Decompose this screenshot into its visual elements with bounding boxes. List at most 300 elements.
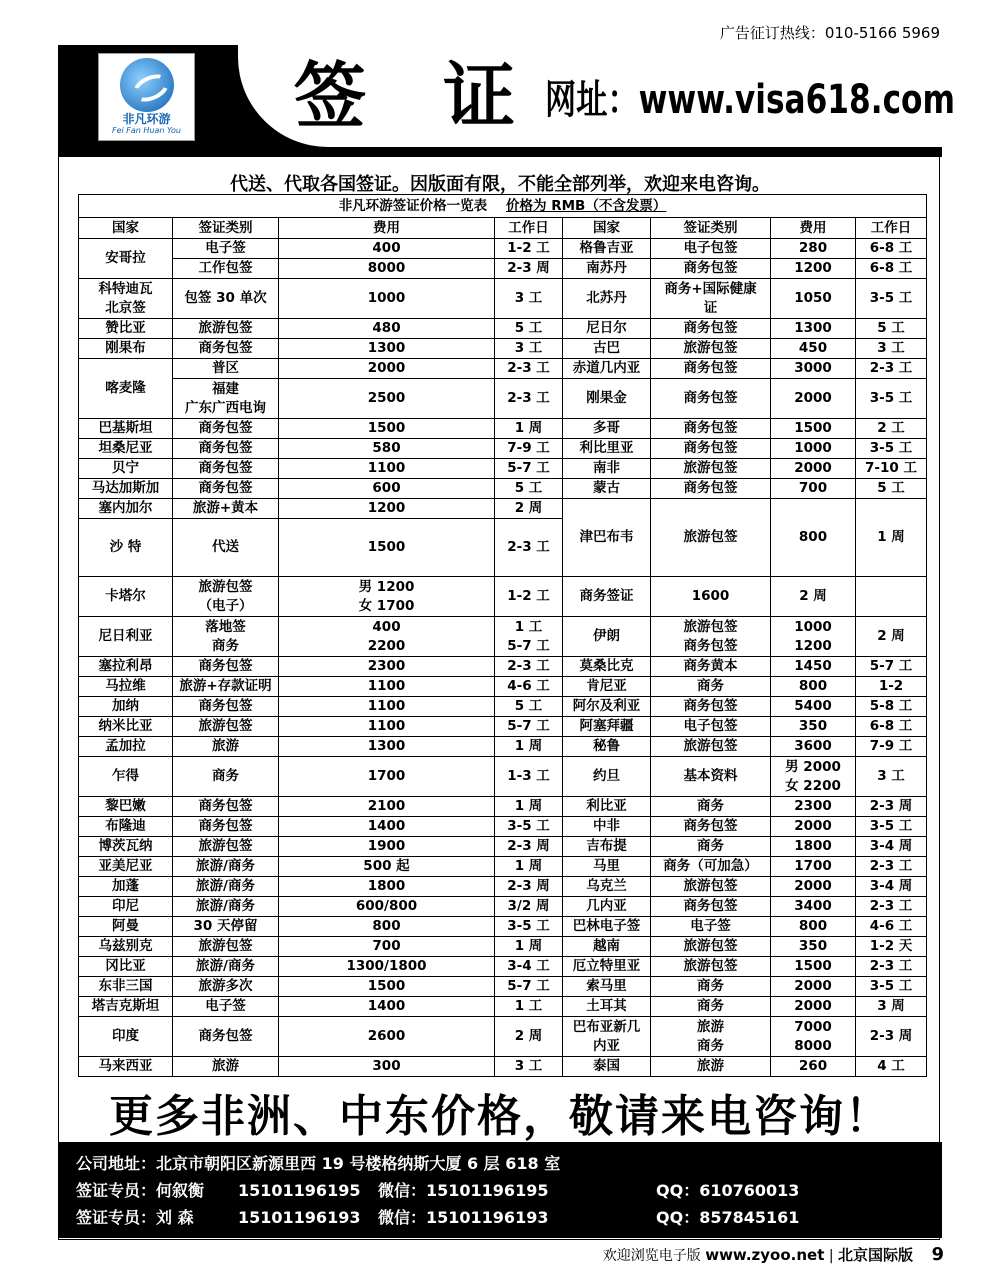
cell-visa-type: 旅游 bbox=[173, 1057, 279, 1077]
cell-workdays: 5 工 bbox=[495, 479, 563, 499]
table-row bbox=[79, 797, 927, 817]
cell-workdays: 3-5 工 bbox=[856, 439, 927, 459]
cell-country: 泰国 bbox=[563, 1057, 651, 1077]
cell-workdays: 2-3 周 bbox=[495, 877, 563, 897]
cell-workdays: 5-7 工 bbox=[495, 459, 563, 479]
table-row bbox=[79, 499, 927, 519]
cell-fee: 350 bbox=[771, 937, 856, 957]
cell-visa-type: 商务包签 bbox=[651, 897, 771, 917]
cell-visa-type: 商务包签 bbox=[173, 459, 279, 479]
logo-chinese-name: 非凡环游 bbox=[122, 112, 171, 126]
slogan-banner: 更多非洲、中东价格，敬请来电咨询！ bbox=[109, 1091, 891, 1142]
cell-country: 科特迪瓦 北京签 bbox=[79, 279, 173, 319]
cell-workdays: 3-5 工 bbox=[495, 917, 563, 937]
cell-country: 越南 bbox=[563, 937, 651, 957]
cell-fee: 1450 bbox=[771, 657, 856, 677]
table-caption-right: 价格为 RMB（不含发票） bbox=[506, 197, 667, 214]
cell-fee: 1400 bbox=[279, 997, 495, 1017]
cell-fee: 450 bbox=[771, 339, 856, 359]
edition-label: 北京国际版 bbox=[838, 1246, 914, 1264]
table-row bbox=[79, 997, 927, 1017]
cell-fee: 800 bbox=[771, 499, 856, 577]
cell-fee: 1100 bbox=[279, 697, 495, 717]
cell-visa-type: 旅游包签 bbox=[173, 717, 279, 737]
cell-fee: 1700 bbox=[279, 757, 495, 797]
table-row bbox=[79, 479, 927, 499]
cell-visa-type: 商务包签 bbox=[173, 479, 279, 499]
cell-workdays: 5-7 工 bbox=[495, 717, 563, 737]
ad-hotline: 广告征订热线：010-5166 5969 bbox=[719, 24, 940, 42]
cell-workdays: 2-3 工 bbox=[856, 359, 927, 379]
cell-fee: 2000 bbox=[771, 977, 856, 997]
cell-visa-type: 30 天停留 bbox=[173, 917, 279, 937]
page-number: 9 bbox=[931, 1244, 944, 1265]
cell-workdays: 3-5 工 bbox=[856, 279, 927, 319]
cell-visa-type: 商务包签 bbox=[173, 817, 279, 837]
cell-country: 赤道几内亚 bbox=[563, 359, 651, 379]
cell-fee: 1100 bbox=[279, 677, 495, 697]
cell-visa-type: 商务（可加急） bbox=[651, 857, 771, 877]
cell-country: 印尼 bbox=[79, 897, 173, 917]
cell-workdays: 6-8 工 bbox=[856, 239, 927, 259]
contact-wechat: 微信：15101196193 bbox=[378, 1208, 549, 1227]
cell-visa-type: 旅游 商务 bbox=[651, 1017, 771, 1057]
table-row bbox=[79, 419, 927, 439]
cell-country: 巴林电子签 bbox=[563, 917, 651, 937]
cell-visa-type: 商务包签 bbox=[651, 479, 771, 499]
cell-workdays: 2-3 工 bbox=[495, 379, 563, 419]
table-row bbox=[79, 339, 927, 359]
cell-visa-type: 基本资料 bbox=[651, 757, 771, 797]
cell-country: 南非 bbox=[563, 459, 651, 479]
cell-fee: 1400 bbox=[279, 817, 495, 837]
cell-country: 马来西亚 bbox=[79, 1057, 173, 1077]
cell-visa-type: 商务包签 bbox=[651, 259, 771, 279]
cell-fee: 1700 bbox=[771, 857, 856, 877]
cell-fee: 3600 bbox=[771, 737, 856, 757]
cell-workdays: 3-5 工 bbox=[495, 817, 563, 837]
cell-country: 津巴布韦 bbox=[563, 499, 651, 577]
contact-label: 签证专员：刘 森 bbox=[76, 1208, 194, 1227]
cell-workdays: 1-2 天 bbox=[856, 937, 927, 957]
cell-visa-type: 旅游/商务 bbox=[173, 857, 279, 877]
cell-country: 巴布亚新几 内亚 bbox=[563, 1017, 651, 1057]
cell-fee: 2100 bbox=[279, 797, 495, 817]
cell-country: 卡塔尔 bbox=[79, 577, 173, 617]
cell-country: 蒙古 bbox=[563, 479, 651, 499]
cell-workdays: 3-4 工 bbox=[495, 957, 563, 977]
cell-workdays: 1 工 5-7 工 bbox=[495, 617, 563, 657]
cell-country: 安哥拉 bbox=[79, 239, 173, 279]
cell-workdays: 1 周 bbox=[495, 419, 563, 439]
table-row bbox=[79, 459, 927, 479]
cell-fee: 350 bbox=[771, 717, 856, 737]
cell-visa-type: 商务包签 bbox=[173, 797, 279, 817]
logo-english-name: Fei Fan Huan You bbox=[112, 126, 181, 135]
col-header-workdays: 工作日 bbox=[856, 218, 927, 239]
table-caption-left: 非凡环游签证价格一览表 bbox=[338, 197, 488, 214]
cell-fee: 2000 bbox=[771, 817, 856, 837]
cell-fee: 1300 bbox=[771, 319, 856, 339]
cell-visa-type: 商务签证 bbox=[563, 577, 651, 617]
table-row bbox=[79, 379, 927, 419]
cell-workdays: 2-3 周 bbox=[495, 837, 563, 857]
table-row bbox=[79, 677, 927, 697]
cell-fee: 1100 bbox=[279, 459, 495, 479]
cell-country: 博茨瓦纳 bbox=[79, 837, 173, 857]
col-header-fee: 费用 bbox=[771, 218, 856, 239]
cell-visa-type: 电子签 bbox=[173, 239, 279, 259]
table-row bbox=[79, 877, 927, 897]
cell-visa-type: 商务包签 bbox=[651, 319, 771, 339]
cell-fee: 2000 bbox=[771, 379, 856, 419]
cell-workdays: 3 工 bbox=[495, 279, 563, 319]
cell-workdays: 2 周 bbox=[771, 577, 856, 617]
table-row bbox=[79, 617, 927, 657]
table-row bbox=[79, 439, 927, 459]
cell-workdays: 4 工 bbox=[856, 1057, 927, 1077]
table-row bbox=[79, 697, 927, 717]
cell-visa-type: 旅游包签 bbox=[651, 339, 771, 359]
cell-workdays: 3 工 bbox=[856, 757, 927, 797]
cell-workdays: 5-7 工 bbox=[495, 977, 563, 997]
cell-workdays: 1-2 工 bbox=[495, 577, 563, 617]
cell-country: 马拉维 bbox=[79, 677, 173, 697]
cell-country: 阿塞拜疆 bbox=[563, 717, 651, 737]
table-row bbox=[79, 917, 927, 937]
cell-country: 乍得 bbox=[79, 757, 173, 797]
cell-visa-type: 商务包签 bbox=[651, 379, 771, 419]
cell-fee: 5400 bbox=[771, 697, 856, 717]
cell-workdays: 5-8 工 bbox=[856, 697, 927, 717]
cell-fee: 600 bbox=[279, 479, 495, 499]
cell-workdays: 5-7 工 bbox=[856, 657, 927, 677]
table-row bbox=[79, 957, 927, 977]
table-row bbox=[79, 737, 927, 757]
cell-fee: 1000 1200 bbox=[771, 617, 856, 657]
cell-fee: 500 起 bbox=[279, 857, 495, 877]
cell-workdays: 1 周 bbox=[495, 857, 563, 877]
cell-fee: 男 2000 女 2200 bbox=[771, 757, 856, 797]
cell-workdays: 1 周 bbox=[495, 737, 563, 757]
cell-workdays: 3 工 bbox=[495, 1057, 563, 1077]
cell-fee: 480 bbox=[279, 319, 495, 339]
cell-country: 多哥 bbox=[563, 419, 651, 439]
cell-workdays: 3-5 工 bbox=[856, 379, 927, 419]
col-header-workdays: 工作日 bbox=[495, 218, 563, 239]
cell-country: 塔吉克斯坦 bbox=[79, 997, 173, 1017]
cell-fee: 2300 bbox=[279, 657, 495, 677]
cell-country: 莫桑比克 bbox=[563, 657, 651, 677]
contact-phone: 15101196193 bbox=[238, 1208, 361, 1227]
cell-workdays: 2-3 周 bbox=[856, 1017, 927, 1057]
cell-country: 印度 bbox=[79, 1017, 173, 1057]
cell-visa-type: 商务包签 bbox=[173, 439, 279, 459]
cell-country: 南苏丹 bbox=[563, 259, 651, 279]
cell-fee: 1500 bbox=[279, 419, 495, 439]
cell-workdays: 3-4 周 bbox=[856, 877, 927, 897]
cell-workdays: 3-4 周 bbox=[856, 837, 927, 857]
cell-fee: 1000 bbox=[279, 279, 495, 319]
cell-workdays: 4-6 工 bbox=[856, 917, 927, 937]
visa-price-table bbox=[78, 194, 927, 1077]
cell-country: 肯尼亚 bbox=[563, 677, 651, 697]
cell-visa-type: 商务包签 bbox=[173, 697, 279, 717]
cell-fee: 800 bbox=[771, 677, 856, 697]
cell-workdays: 2 周 bbox=[495, 1017, 563, 1057]
cell-country: 布隆迪 bbox=[79, 817, 173, 837]
header-banner bbox=[58, 45, 956, 157]
cell-workdays: 1 周 bbox=[856, 499, 927, 577]
cell-workdays: 7-9 工 bbox=[856, 737, 927, 757]
cell-fee: 1500 bbox=[771, 419, 856, 439]
cell-workdays: 1-3 工 bbox=[495, 757, 563, 797]
col-header-visa-type: 签证类别 bbox=[173, 218, 279, 239]
table-row bbox=[79, 319, 927, 339]
cell-country: 马达加斯加 bbox=[79, 479, 173, 499]
contact-qq: QQ：610760013 bbox=[656, 1181, 800, 1200]
cell-visa-type: 旅游包签 bbox=[651, 957, 771, 977]
cell-visa-type: 商务 bbox=[651, 977, 771, 997]
table-row bbox=[79, 259, 927, 279]
col-header-country: 国家 bbox=[563, 218, 651, 239]
cell-visa-type: 商务包签 bbox=[651, 439, 771, 459]
cell-fee: 400 bbox=[279, 239, 495, 259]
cell-visa-type: 普区 bbox=[173, 359, 279, 379]
cell-visa-type: 旅游包签 商务包签 bbox=[651, 617, 771, 657]
cell-fee: 1500 bbox=[279, 519, 495, 577]
cell-visa-type: 旅游包签 bbox=[173, 319, 279, 339]
cell-fee: 700 bbox=[771, 479, 856, 499]
cell-fee: 1200 bbox=[771, 259, 856, 279]
cell-visa-type: 电子包签 bbox=[651, 239, 771, 259]
table-row bbox=[79, 757, 927, 797]
cell-fee: 8000 bbox=[279, 259, 495, 279]
cell-visa-type: 旅游/商务 bbox=[173, 897, 279, 917]
cell-visa-type: 旅游包签 bbox=[651, 877, 771, 897]
cell-visa-type: 旅游包签 bbox=[651, 499, 771, 577]
cell-fee: 1100 bbox=[279, 717, 495, 737]
cell-fee: 男 1200 女 1700 bbox=[279, 577, 495, 617]
contact-phone: 15101196195 bbox=[238, 1181, 361, 1200]
cell-country: 巴基斯坦 bbox=[79, 419, 173, 439]
col-header-fee: 费用 bbox=[279, 218, 495, 239]
contact-footer bbox=[58, 1142, 942, 1238]
cell-country: 阿尔及利亚 bbox=[563, 697, 651, 717]
cell-fee: 3400 bbox=[771, 897, 856, 917]
cell-visa-type: 商务包签 bbox=[651, 817, 771, 837]
cell-country: 利比亚 bbox=[563, 797, 651, 817]
cell-visa-type: 商务包签 bbox=[173, 419, 279, 439]
cell-workdays: 7-10 工 bbox=[856, 459, 927, 479]
table-row bbox=[79, 657, 927, 677]
cell-fee: 280 bbox=[771, 239, 856, 259]
cell-visa-type: 旅游+存款证明 bbox=[173, 677, 279, 697]
cell-workdays: 5 工 bbox=[856, 319, 927, 339]
cell-country: 亚美尼亚 bbox=[79, 857, 173, 877]
cell-country: 塞拉利昂 bbox=[79, 657, 173, 677]
cell-country: 古巴 bbox=[563, 339, 651, 359]
cell-visa-type: 旅游包签 （电子） bbox=[173, 577, 279, 617]
cell-fee: 1000 bbox=[771, 439, 856, 459]
cell-workdays: 2-3 工 bbox=[495, 359, 563, 379]
cell-fee: 1500 bbox=[279, 977, 495, 997]
globe-swirl-icon bbox=[120, 58, 174, 112]
cell-country: 坦桑尼亚 bbox=[79, 439, 173, 459]
cell-country: 刚果布 bbox=[79, 339, 173, 359]
cell-visa-type: 旅游包签 bbox=[173, 937, 279, 957]
cell-visa-type: 商务包签 bbox=[651, 419, 771, 439]
cell-workdays: 6-8 工 bbox=[856, 717, 927, 737]
cell-visa-type: 旅游包签 bbox=[651, 459, 771, 479]
cell-country: 几内亚 bbox=[563, 897, 651, 917]
col-header-visa-type: 签证类别 bbox=[651, 218, 771, 239]
cell-country: 利比里亚 bbox=[563, 439, 651, 459]
cell-workdays: 6-8 工 bbox=[856, 259, 927, 279]
cell-country: 刚果金 bbox=[563, 379, 651, 419]
cell-fee: 2000 bbox=[771, 459, 856, 479]
cell-visa-type: 工作包签 bbox=[173, 259, 279, 279]
cell-fee: 400 2200 bbox=[279, 617, 495, 657]
intro-text: 代送、代取各国签证。因版面有限，不能全部列举，欢迎来电咨询。 bbox=[230, 174, 770, 195]
cell-visa-type: 商务包签 bbox=[651, 359, 771, 379]
company-logo bbox=[98, 53, 195, 141]
cell-fee: 2300 bbox=[771, 797, 856, 817]
cell-workdays: 3 工 bbox=[856, 339, 927, 359]
cell-country: 中非 bbox=[563, 817, 651, 837]
cell-country: 加纳 bbox=[79, 697, 173, 717]
cell-workdays: 2-3 工 bbox=[856, 857, 927, 877]
cell-country: 阿曼 bbox=[79, 917, 173, 937]
cell-visa-type: 旅游/商务 bbox=[173, 877, 279, 897]
contact-row bbox=[76, 1206, 800, 1230]
cell-country: 尼日尔 bbox=[563, 319, 651, 339]
cell-visa-type: 商务 bbox=[173, 757, 279, 797]
cell-country: 纳米比亚 bbox=[79, 717, 173, 737]
cell-fee: 1900 bbox=[279, 837, 495, 857]
cell-workdays: 2-3 工 bbox=[495, 657, 563, 677]
cell-visa-type: 商务 bbox=[651, 997, 771, 1017]
cell-fee: 2500 bbox=[279, 379, 495, 419]
cell-visa-type: 商务 bbox=[651, 677, 771, 697]
contact-wechat: 微信：15101196195 bbox=[378, 1181, 549, 1200]
cell-fee: 300 bbox=[279, 1057, 495, 1077]
cell-workdays: 7-9 工 bbox=[495, 439, 563, 459]
table-row bbox=[79, 937, 927, 957]
cell-visa-type: 商务 bbox=[651, 797, 771, 817]
cell-fee: 1300 bbox=[279, 339, 495, 359]
cell-country: 厄立特里亚 bbox=[563, 957, 651, 977]
table-caption bbox=[79, 195, 927, 218]
cell-workdays: 1 工 bbox=[495, 997, 563, 1017]
cell-country: 马里 bbox=[563, 857, 651, 877]
cell-visa-type: 代送 bbox=[173, 519, 279, 577]
cell-visa-type: 商务包签 bbox=[651, 697, 771, 717]
header-title-area bbox=[238, 45, 956, 147]
table-row bbox=[79, 1017, 927, 1057]
cell-visa-type: 商务+国际健康 证 bbox=[651, 279, 771, 319]
col-header-country: 国家 bbox=[79, 218, 173, 239]
cell-fee: 580 bbox=[279, 439, 495, 459]
table-row bbox=[79, 817, 927, 837]
cell-visa-type: 商务 bbox=[651, 837, 771, 857]
contact-qq: QQ：857845161 bbox=[656, 1208, 800, 1227]
table-row bbox=[79, 239, 927, 259]
cell-country: 乌克兰 bbox=[563, 877, 651, 897]
footer-site-link[interactable]: www.zyoo.net bbox=[705, 1246, 825, 1264]
cell-fee: 2000 bbox=[279, 359, 495, 379]
cell-visa-type: 商务黄本 bbox=[651, 657, 771, 677]
cell-fee: 7000 8000 bbox=[771, 1017, 856, 1057]
cell-country: 孟加拉 bbox=[79, 737, 173, 757]
cell-visa-type: 旅游 bbox=[173, 737, 279, 757]
cell-fee: 2600 bbox=[279, 1017, 495, 1057]
cell-fee: 1500 bbox=[771, 957, 856, 977]
cell-fee: 1200 bbox=[279, 499, 495, 519]
cell-fee: 600/800 bbox=[279, 897, 495, 917]
contact-label: 签证专员：何叙衡 bbox=[76, 1181, 205, 1200]
cell-visa-type: 旅游 bbox=[651, 1057, 771, 1077]
table-row bbox=[79, 279, 927, 319]
cell-workdays: 1 周 bbox=[495, 937, 563, 957]
cell-country: 尼日利亚 bbox=[79, 617, 173, 657]
table-row bbox=[79, 857, 927, 877]
cell-visa-type: 旅游+黄本 bbox=[173, 499, 279, 519]
table-row bbox=[79, 977, 927, 997]
cell-fee: 1800 bbox=[771, 837, 856, 857]
cell-workdays: 2-3 工 bbox=[856, 897, 927, 917]
cell-fee: 1300/1800 bbox=[279, 957, 495, 977]
cell-country: 塞内加尔 bbox=[79, 499, 173, 519]
cell-workdays: 2 周 bbox=[495, 499, 563, 519]
cell-visa-type: 包签 30 单次 bbox=[173, 279, 279, 319]
cell-fee: 1050 bbox=[771, 279, 856, 319]
cell-visa-type: 福建 广东广西电询 bbox=[173, 379, 279, 419]
table-row bbox=[79, 717, 927, 737]
cell-visa-type: 电子签 bbox=[173, 997, 279, 1017]
cell-country: 秘鲁 bbox=[563, 737, 651, 757]
cell-visa-type: 旅游包签 bbox=[651, 937, 771, 957]
cell-visa-type: 商务包签 bbox=[173, 657, 279, 677]
cell-visa-type: 旅游/商务 bbox=[173, 957, 279, 977]
cell-workdays: 2 工 bbox=[856, 419, 927, 439]
cell-workdays: 5 工 bbox=[495, 319, 563, 339]
cell-country: 格鲁吉亚 bbox=[563, 239, 651, 259]
company-address: 公司地址：北京市朝阳区新源里西 19 号楼格纳斯大厦 6 层 618 室 bbox=[76, 1154, 561, 1173]
cell-country: 吉布提 bbox=[563, 837, 651, 857]
cell-workdays: 3 周 bbox=[856, 997, 927, 1017]
cell-country: 东非三国 bbox=[79, 977, 173, 997]
cell-workdays: 2-3 工 bbox=[495, 519, 563, 577]
cell-workdays: 3-5 工 bbox=[856, 977, 927, 997]
cell-visa-type: 商务包签 bbox=[173, 1017, 279, 1057]
table-row bbox=[79, 837, 927, 857]
cell-country: 喀麦隆 bbox=[79, 359, 173, 419]
cell-fee: 1600 bbox=[651, 577, 771, 617]
cell-fee: 2000 bbox=[771, 877, 856, 897]
cell-workdays: 2-3 周 bbox=[495, 259, 563, 279]
contact-row bbox=[76, 1179, 800, 1203]
website-url[interactable]: 网址：www.visa618.com bbox=[545, 77, 956, 123]
cell-visa-type: 落地签 商务 bbox=[173, 617, 279, 657]
cell-workdays: 1-2 工 bbox=[495, 239, 563, 259]
cell-visa-type: 旅游包签 bbox=[651, 737, 771, 757]
cell-country: 伊朗 bbox=[563, 617, 651, 657]
cell-fee: 800 bbox=[279, 917, 495, 937]
cell-country: 黎巴嫩 bbox=[79, 797, 173, 817]
cell-workdays: 1-2 bbox=[856, 677, 927, 697]
cell-fee: 260 bbox=[771, 1057, 856, 1077]
